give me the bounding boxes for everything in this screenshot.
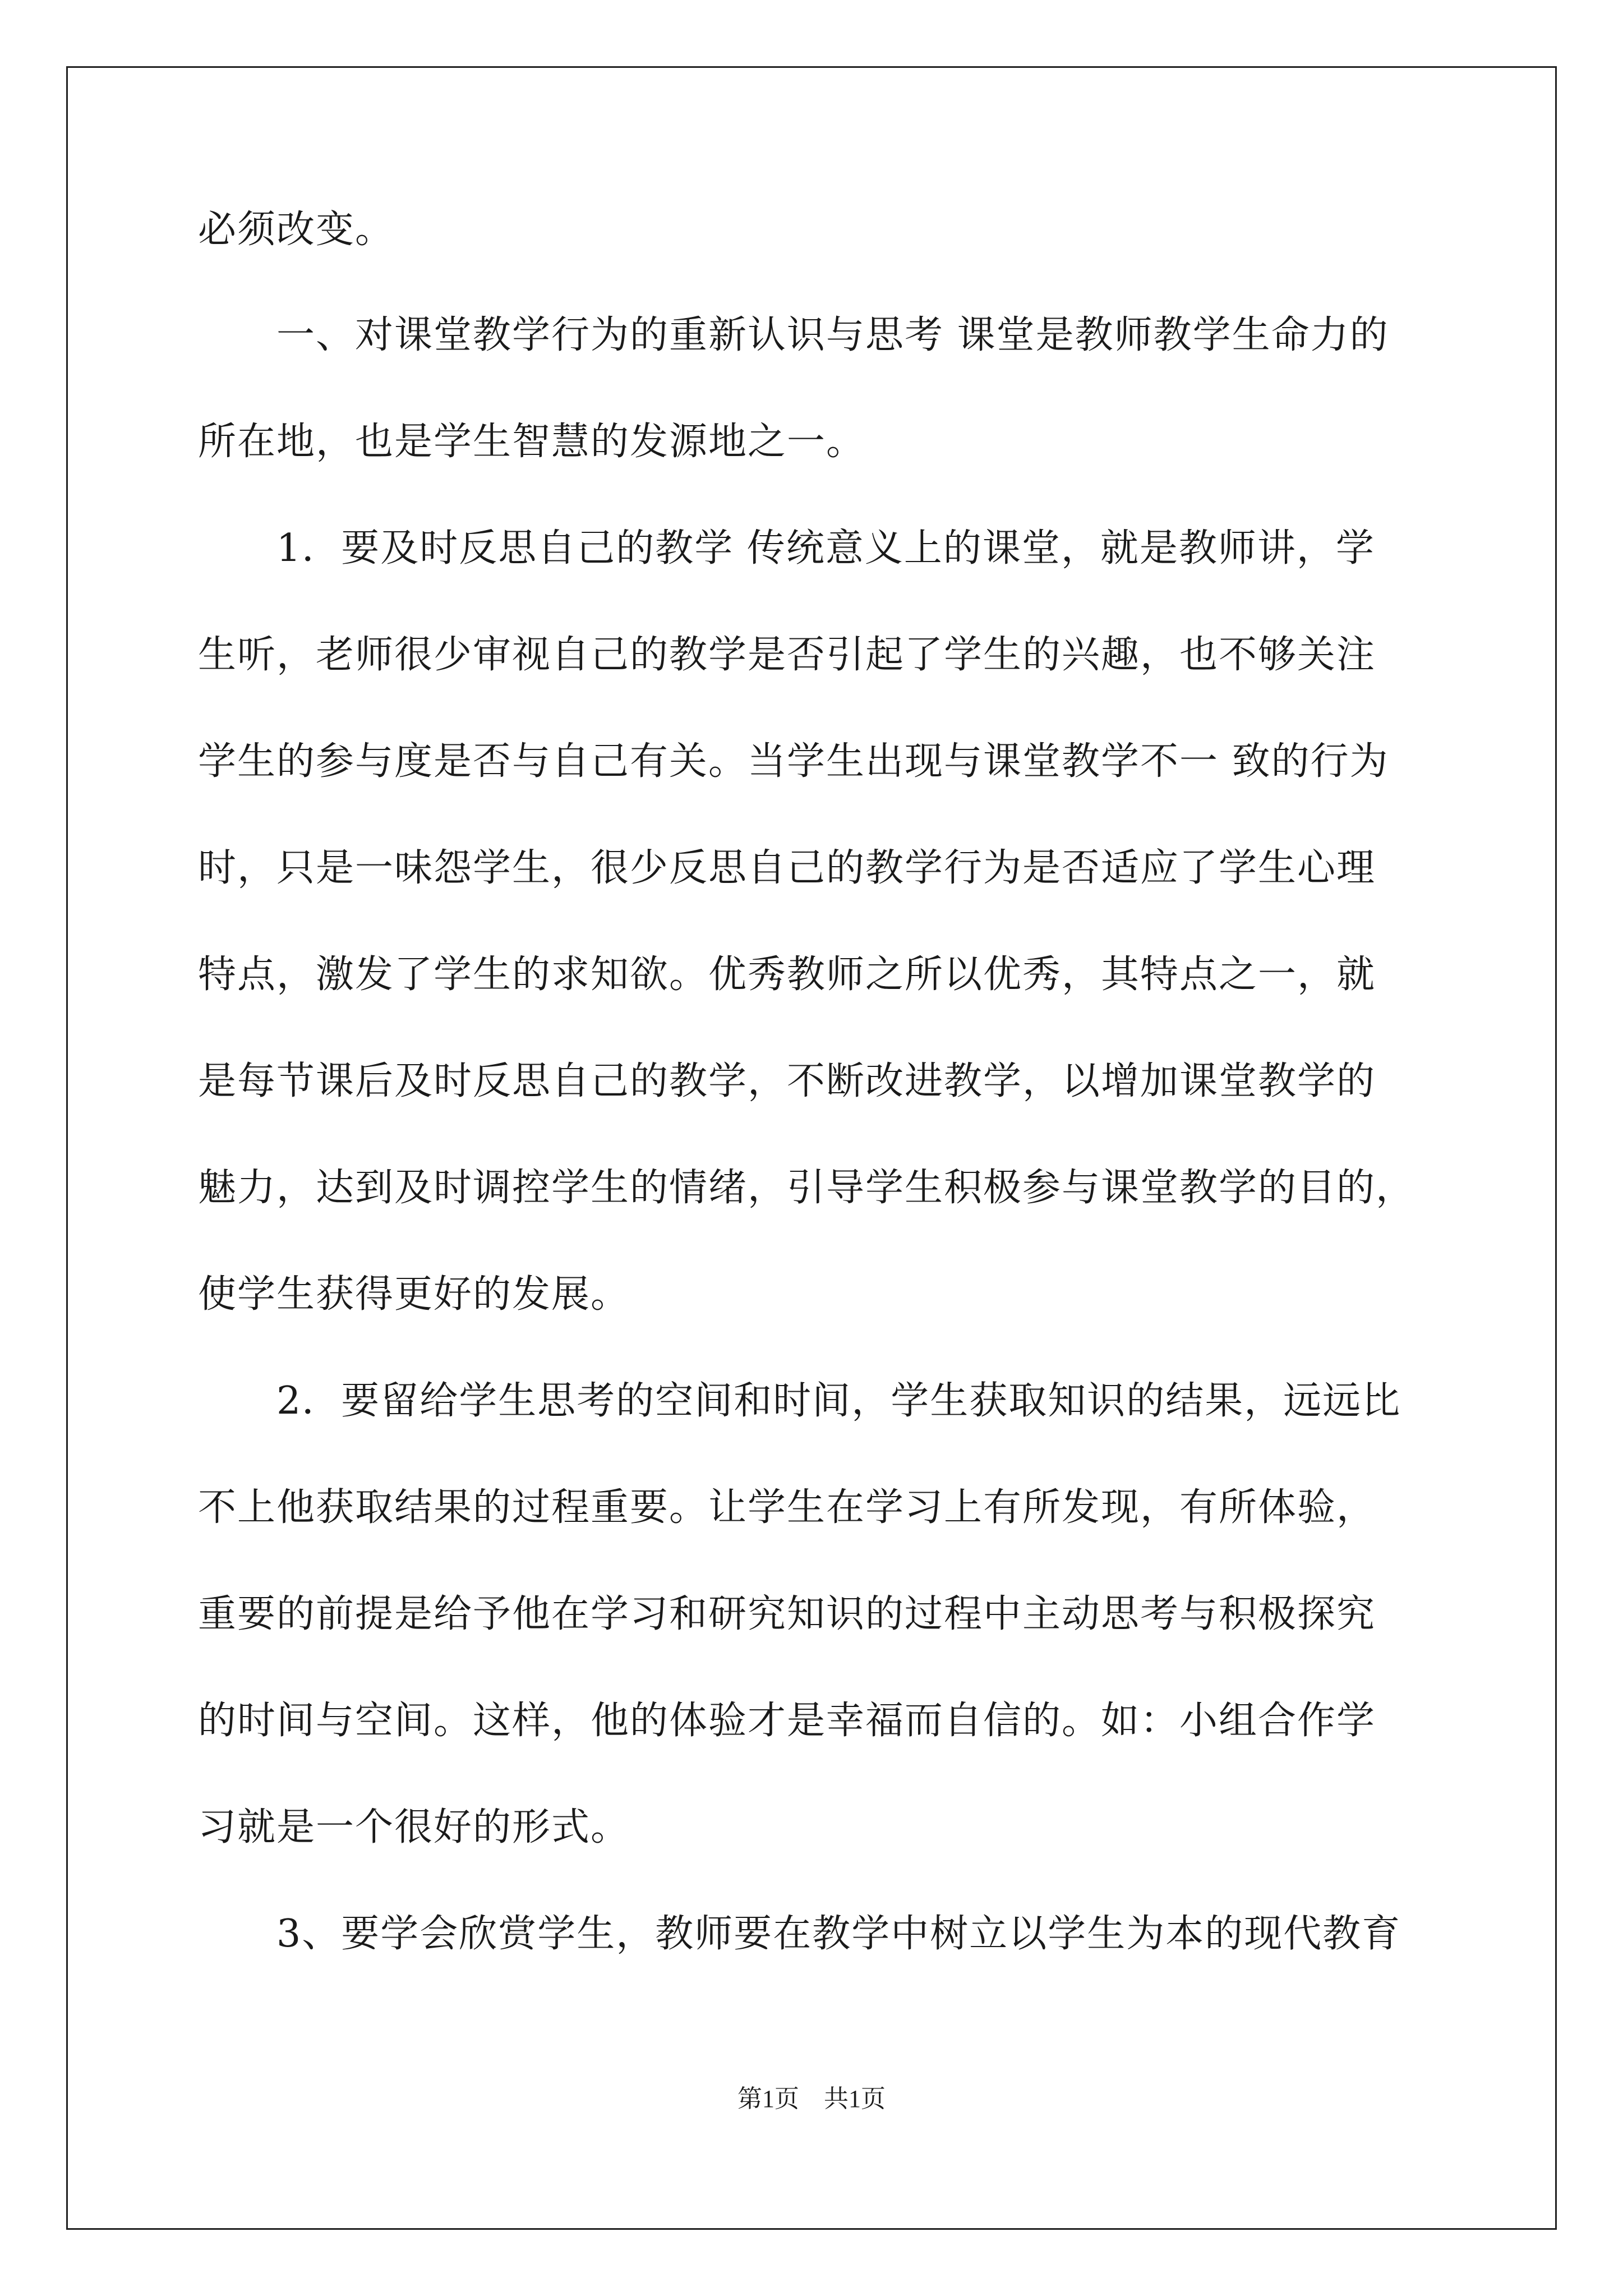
text-line: 所在地，也是学生智慧的发源地之一。 [198, 420, 866, 464]
page-border [66, 66, 1557, 2230]
text-line: 必须改变。 [198, 208, 395, 252]
text-line: 特点，激发了学生的求知欲。优秀教师之所以优秀，其特点之一，就 [198, 953, 1376, 997]
text-line: 时，只是一味怨学生，很少反思自己的教学行为是否适应了学生心理 [198, 846, 1376, 890]
text-line: 重要的前提是给予他在学习和研究知识的过程中主动思考与积极探究 [198, 1592, 1376, 1636]
text-line: 的时间与空间。这样，他的体验才是幸福而自信的。如：小组合作学 [198, 1699, 1376, 1743]
text-line: 生听，老师很少审视自己的教学是否引起了学生的兴趣，也不够关注 [198, 633, 1376, 677]
text-line: 1．要及时反思自己的教学 传统意义上的课堂，就是教师讲，学 [198, 526, 1375, 570]
text-line: 习就是一个很好的形式。 [198, 1805, 630, 1849]
text-line: 不上他获取结果的过程重要。让学生在学习上有所发现，有所体验， [198, 1485, 1376, 1530]
text-line: 学生的参与度是否与自己有关。当学生出现与课堂教学不一 致的行为 [198, 739, 1389, 784]
text-line: 2．要留给学生思考的空间和时间，学生获取知识的结果，远远比 [198, 1379, 1401, 1423]
text-line: 使学生获得更好的发展。 [198, 1272, 630, 1317]
text-line: 3、要学会欣赏学生，教师要在教学中树立以学生为本的现代教育 [198, 1912, 1401, 1956]
page-footer: 第1页 共1页 [737, 2085, 886, 2113]
text-line: 是每节课后及时反思自己的教学，不断改进教学，以增加课堂教学的 [198, 1059, 1376, 1103]
text-line: 一、对课堂教学行为的重新认识与思考 课堂是教师教学生命力的 [198, 313, 1389, 357]
text-line: 魅力，达到及时调控学生的情绪，引导学生积极参与课堂教学的目的， [198, 1166, 1415, 1210]
